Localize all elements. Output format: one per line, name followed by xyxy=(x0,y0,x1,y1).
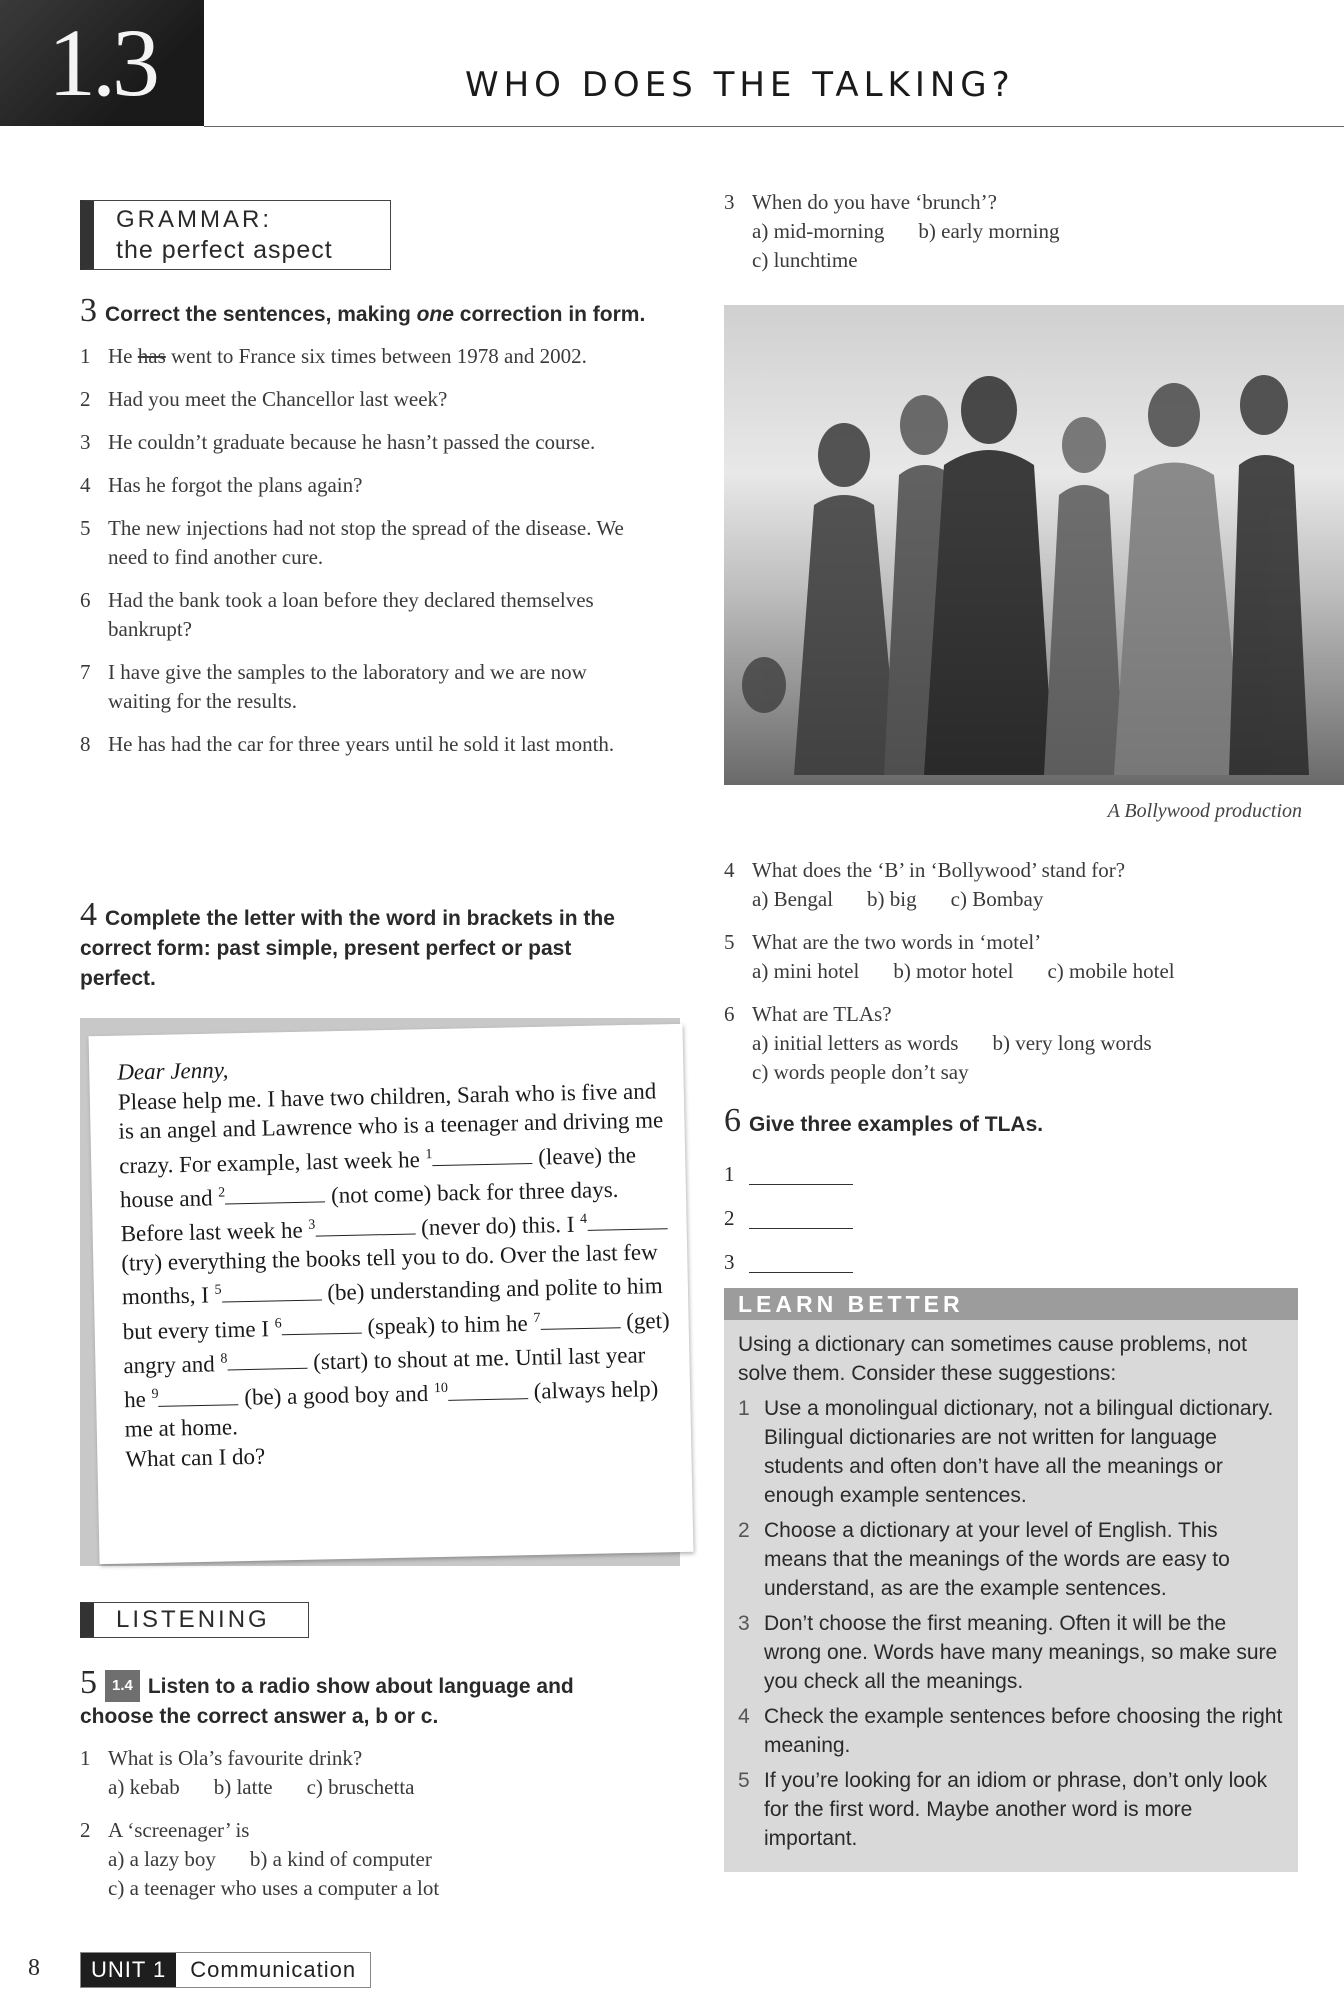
answer-options xyxy=(752,1058,1324,1087)
item-number: 5 xyxy=(80,516,91,540)
question-item xyxy=(80,1744,650,1802)
letter-text: (leave) the house and xyxy=(119,1141,637,1212)
blank-number: 3 xyxy=(308,1217,316,1233)
learn-better-tips xyxy=(738,1394,1284,1853)
answer-line xyxy=(724,1152,1324,1196)
grammar-box xyxy=(80,200,391,270)
answer-options xyxy=(108,1874,650,1903)
letter-text: (start) to shout at me. Until last year he xyxy=(123,1342,646,1413)
question-item xyxy=(724,188,1324,275)
tip-text: Check the example sentences before choosing the right meaning. xyxy=(764,1705,1283,1757)
answer-options xyxy=(752,217,1324,246)
answer-line xyxy=(724,1196,1324,1240)
tip-item xyxy=(738,1394,1284,1510)
blank-number: 5 xyxy=(214,1283,222,1299)
answer-line xyxy=(724,1240,1324,1284)
learn-better-panel xyxy=(724,1288,1298,1872)
tip-text: Don’t choose the first meaning. Often it will be the wrong one. Words have many meanings, so make sure you check all the meanings. xyxy=(764,1612,1278,1693)
question-text: When do you have ‘brunch’? xyxy=(752,190,997,214)
line-number: 2 xyxy=(724,1206,735,1230)
option-b[interactable]: b) early morning xyxy=(918,219,1060,243)
list-item xyxy=(80,730,650,759)
instruction-text: Correct the sentences, making xyxy=(105,303,417,326)
exercise-number: 3 xyxy=(80,292,97,329)
option-a[interactable]: a) mid-morning xyxy=(752,219,885,243)
learn-better-body xyxy=(724,1320,1298,1853)
grammar-box-title: GRAMMAR: xyxy=(116,206,272,233)
question-item xyxy=(80,1816,650,1903)
exercise-number: 5 xyxy=(80,1664,97,1701)
option-c[interactable]: c) bruschetta xyxy=(306,1775,415,1799)
blank-number: 6 xyxy=(274,1315,282,1332)
blank-field[interactable] xyxy=(540,1307,620,1330)
tip-item xyxy=(738,1766,1284,1853)
item-text: went to France six times between 1978 and 2002. xyxy=(165,344,587,368)
learn-better-intro: Using a dictionary can sometimes cause problems, not solve them. Consider these suggestions: xyxy=(738,1333,1247,1385)
question-text: What are TLAs? xyxy=(752,1002,892,1026)
answer-options xyxy=(752,957,1324,986)
instruction-text: Give three examples of TLAs. xyxy=(749,1113,1044,1136)
exercise-5 xyxy=(80,1664,650,1917)
blank-number: 7 xyxy=(533,1310,541,1326)
unit-number: 1.3 xyxy=(0,0,204,126)
question-item xyxy=(724,856,1324,914)
exercise-6 xyxy=(724,1102,1324,1284)
exercise-3 xyxy=(80,292,650,773)
answer-options xyxy=(752,1029,1324,1058)
option-a[interactable]: a) a lazy boy xyxy=(108,1847,216,1871)
option-b[interactable]: b) big xyxy=(867,887,917,911)
exercise-4 xyxy=(80,896,650,994)
option-c[interactable]: c) words people don’t say xyxy=(752,1060,969,1084)
instruction-text: Complete the letter with the word in brackets in the correct form: past simple, present perfect or past perfect. xyxy=(80,907,615,990)
answer-lines xyxy=(724,1152,1324,1284)
page-title: WHO DOES THE TALKING? xyxy=(465,65,1015,105)
letter-closing: What can I do? xyxy=(125,1443,266,1472)
blank-field[interactable] xyxy=(448,1378,528,1401)
photo-caption: A Bollywood production xyxy=(1107,800,1302,822)
exercise-6-instruction xyxy=(724,1102,1324,1140)
item-text: Had the bank took a loan before they declared themselves bankrupt? xyxy=(108,588,594,641)
question-text: What does the ‘B’ in ‘Bollywood’ stand for? xyxy=(752,858,1126,882)
item-number: 2 xyxy=(80,1818,91,1842)
learn-better-title: LEARN BETTER xyxy=(724,1288,1298,1320)
item-number: 5 xyxy=(724,930,735,954)
blank-field[interactable] xyxy=(227,1348,307,1371)
exercise-5-questions-left xyxy=(80,1744,650,1903)
item-number: 2 xyxy=(80,387,91,411)
struck-word: has xyxy=(137,344,166,368)
item-number: 3 xyxy=(724,190,735,214)
blank-number: 1 xyxy=(425,1146,433,1162)
item-text: Had you meet the Chancellor last week? xyxy=(108,387,448,411)
audio-track-badge[interactable]: 1.4 xyxy=(105,1670,140,1702)
exercise-5-questions-right xyxy=(724,188,1324,275)
tip-number: 1 xyxy=(738,1397,750,1420)
item-number: 3 xyxy=(80,430,91,454)
item-text: He couldn’t graduate because he hasn’t passed the course. xyxy=(108,430,596,454)
item-number: 6 xyxy=(80,588,91,612)
list-item xyxy=(80,342,650,371)
option-a[interactable]: a) initial letters as words xyxy=(752,1031,959,1055)
item-number: 1 xyxy=(80,1746,91,1770)
tip-text: Use a monolingual dictionary, not a bilingual dictionary. Bilingual dictionaries are not written for language students and often don’t have all the meanings or enough example sentences. xyxy=(764,1397,1274,1507)
question-text: A ‘screenager’ is xyxy=(108,1818,250,1842)
answer-field[interactable] xyxy=(749,1250,853,1273)
list-item xyxy=(80,428,650,457)
exercise-3-items xyxy=(80,342,650,759)
blank-number: 4 xyxy=(579,1211,588,1227)
blank-field[interactable] xyxy=(432,1143,532,1166)
exercise-5-questions-right-lower xyxy=(724,856,1324,1087)
blank-field[interactable] xyxy=(225,1182,325,1205)
blank-field[interactable] xyxy=(315,1214,415,1237)
blank-field[interactable] xyxy=(158,1384,238,1407)
option-b[interactable]: b) motor hotel xyxy=(893,959,1014,983)
page-number: 8 xyxy=(28,1955,40,1981)
letter-panel xyxy=(80,1018,680,1566)
exercise-4-instruction xyxy=(80,896,650,994)
exercise-5-instruction xyxy=(80,1664,650,1732)
tip-number: 3 xyxy=(738,1612,750,1635)
exercise-3-instruction xyxy=(80,292,650,330)
blank-number: 10 xyxy=(433,1380,449,1397)
option-a[interactable]: a) kebab xyxy=(108,1775,180,1799)
blank-number: 9 xyxy=(151,1386,159,1402)
item-number: 4 xyxy=(724,858,735,882)
option-c[interactable]: c) a teenager who uses a computer a lot xyxy=(108,1876,440,1900)
question-text: What is Ola’s favourite drink? xyxy=(108,1746,363,1770)
blank-number: 2 xyxy=(218,1185,226,1201)
exercise-5-continued xyxy=(724,856,1324,1101)
listening-box-title: LISTENING xyxy=(116,1606,270,1633)
answer-options xyxy=(752,885,1324,914)
item-number: 8 xyxy=(80,732,91,756)
answer-field[interactable] xyxy=(749,1162,853,1185)
footer-topic: Communication xyxy=(176,1953,370,1987)
dancers-illustration xyxy=(724,305,1344,785)
line-number: 1 xyxy=(724,1162,735,1186)
blank-field[interactable] xyxy=(221,1280,321,1303)
question-item xyxy=(724,928,1324,986)
tip-item xyxy=(738,1516,1284,1603)
option-b[interactable]: b) latte xyxy=(213,1775,273,1799)
item-text: He has had the car for three years until he sold it last month. xyxy=(108,732,615,756)
instruction-text: Listen to a radio show about language and choose the correct answer a, b or c. xyxy=(80,1675,574,1728)
letter xyxy=(89,1024,694,1564)
answer-options xyxy=(108,1845,650,1874)
question-text: What are the two words in ‘motel’ xyxy=(752,930,1042,954)
item-text: The new injections had not stop the spread of the disease. We need to find another cure. xyxy=(108,516,624,569)
item-text: I have give the samples to the laboratory and we are now waiting for the results. xyxy=(108,660,587,713)
item-number: 7 xyxy=(80,660,91,684)
line-number: 3 xyxy=(724,1250,735,1274)
unit-footer xyxy=(80,1952,371,1988)
tip-text: If you’re looking for an idiom or phrase, don’t only look for the first word. Maybe another word is more important. xyxy=(764,1769,1268,1850)
option-c[interactable]: c) lunchtime xyxy=(752,248,858,272)
letter-greeting: Dear Jenny, xyxy=(117,1057,229,1085)
tip-number: 5 xyxy=(738,1769,750,1792)
option-c[interactable]: c) Bombay xyxy=(950,887,1044,911)
letter-text: (never do) this. I xyxy=(420,1211,575,1240)
listening-box xyxy=(80,1602,309,1638)
exercise-number: 4 xyxy=(80,896,97,933)
option-c[interactable]: c) mobile hotel xyxy=(1047,959,1175,983)
tip-number: 2 xyxy=(738,1519,750,1542)
letter-text: (be) understanding and polite to him but every time I xyxy=(122,1273,663,1344)
answer-options xyxy=(752,246,1324,275)
bollywood-photo xyxy=(724,305,1344,785)
exercise-5-continued-top xyxy=(724,188,1324,289)
option-a[interactable]: a) mini hotel xyxy=(752,959,860,983)
item-number: 4 xyxy=(80,473,91,497)
item-text: Has he forgot the plans again? xyxy=(108,473,363,497)
option-b[interactable]: b) very long words xyxy=(992,1031,1152,1055)
list-item xyxy=(80,385,650,414)
list-item xyxy=(80,658,650,716)
option-b[interactable]: b) a kind of computer xyxy=(249,1847,432,1871)
blank-field[interactable] xyxy=(587,1209,667,1232)
blank-number: 8 xyxy=(220,1351,228,1367)
tip-text: Choose a dictionary at your level of English. This means that the meanings of the words are easy to understand, as are the example sentences. xyxy=(764,1519,1230,1600)
tip-number: 4 xyxy=(738,1705,750,1728)
blank-field[interactable] xyxy=(281,1313,361,1336)
grammar-box-subtitle: the perfect aspect xyxy=(116,236,333,264)
header-rule xyxy=(204,126,1344,127)
letter-text: Please help me. I have two children, Sarah who is five and is an angel and Lawrence who is a teenager and driving me crazy. For example, last week he xyxy=(117,1077,664,1178)
list-item xyxy=(80,586,650,644)
list-item xyxy=(80,471,650,500)
list-item xyxy=(80,514,650,572)
answer-field[interactable] xyxy=(749,1206,853,1229)
letter-text: (get) angry and xyxy=(123,1307,670,1379)
instruction-text: correction in form. xyxy=(453,303,646,326)
tip-item xyxy=(738,1609,1284,1696)
tip-item xyxy=(738,1702,1284,1760)
item-number: 1 xyxy=(80,344,91,368)
question-item xyxy=(724,1000,1324,1087)
item-text: He xyxy=(108,344,138,368)
letter-text: (not come) back for three days. Before last week he xyxy=(120,1176,619,1247)
instruction-emphasis: one xyxy=(416,303,454,326)
letter-text: (always help) me at home. xyxy=(124,1376,659,1442)
footer-unit-label: UNIT 1 xyxy=(81,1953,176,1987)
item-number: 6 xyxy=(724,1002,735,1026)
letter-text: (speak) to him he xyxy=(367,1310,528,1339)
exercise-number: 6 xyxy=(724,1102,741,1139)
letter-text: (be) a good boy and xyxy=(244,1380,429,1410)
answer-options xyxy=(108,1773,650,1802)
letter-text: (try) everything the books tell you to do. Over the last few months, I xyxy=(121,1239,658,1310)
option-a[interactable]: a) Bengal xyxy=(752,887,834,911)
